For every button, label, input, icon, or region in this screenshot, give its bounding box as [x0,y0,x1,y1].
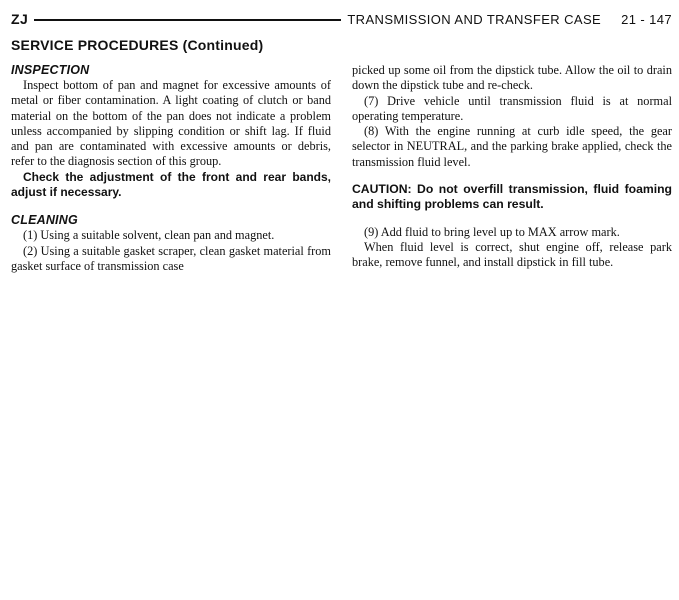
header-title: TRANSMISSION AND TRANSFER CASE [347,11,602,27]
final-instructions: When fluid level is correct, shut engine off, release park brake, remove funnel, and install dipstick in fill tube. [352,239,672,270]
continued-text: picked up some oil from the dipstick tube. Allow the oil to drain down the dipstick tube and re-check. [352,63,672,93]
spacer [11,200,331,213]
page-number: 21 - 147 [621,11,672,27]
header-model-code: ZJ [11,11,29,27]
cleaning-step-2: (2) Using a suitable gasket scraper, clean gasket material from gasket surface of transmission case [11,243,331,273]
inspection-heading: INSPECTION [11,63,90,77]
cleaning-step-1: (1) Using a suitable solvent, clean pan and magnet. [23,228,275,243]
inspection-paragraph: Inspect bottom of pan and magnet for excessive amounts of metal or fiber contamination. A light coating of clutch or band material on the bottom of the pan does not indicate a problem unless accompanied by slipping condition or shift lag. If fluid and pan are contaminated with excessive amounts or debris, refer to the diagnosis section of this group. [11,78,331,169]
spacer [352,213,672,225]
header-rule [34,19,341,21]
caution-note: CAUTION: Do not overfill transmission, fluid foaming and shifting problems can result. [352,182,672,212]
left-column [11,63,331,274]
page-header [11,10,672,28]
inspection-band-note: Check the adjustment of the front and rear bands, adjust if necessary. [11,169,331,200]
section-title: SERVICE PROCEDURES (Continued) [11,37,264,53]
spacer [352,170,672,182]
right-column [352,63,672,271]
cleaning-heading: CLEANING [11,213,78,228]
step-9: (9) Add fluid to bring level up to MAX arrow mark. [364,224,620,239]
step-8: (8) With the engine running at curb idle speed, the gear selector in NEUTRAL, and the parking brake applied, check the transmission fluid level. [352,124,672,169]
step-7: (7) Drive vehicle until transmission fluid is at normal operating temperature. [352,93,672,123]
